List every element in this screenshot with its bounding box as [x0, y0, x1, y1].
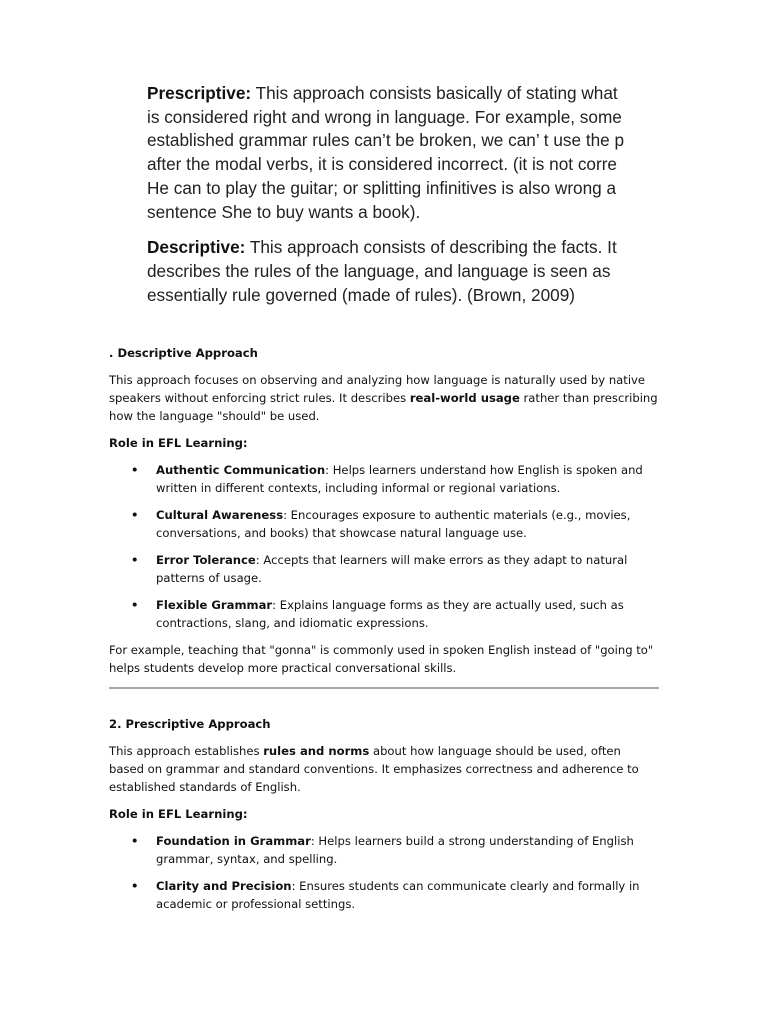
list-item: • Flexible Grammar: Explains language forms as they are actually used, such as contractions, slang, and idiomatic expressions. — [131, 598, 624, 630]
prescriptive-definition — [147, 82, 633, 224]
list-item: • Authentic Communication: Helps learners understand how English is spoken and written in different contexts, including informal or regional variations. — [131, 463, 643, 495]
bold-phrase: rules and norms — [263, 744, 370, 758]
section-heading-prescriptive: 2. Prescriptive Approach — [109, 717, 271, 731]
text-line: He can to play the guitar; or splitting infinitives is also wrong a — [147, 177, 617, 198]
bold-phrase: real-world usage — [409, 391, 520, 405]
horizontal-divider — [109, 687, 659, 689]
list-item: • Clarity and Precision: Ensures students can communicate clearly and formally in academic or professional settings. — [131, 879, 640, 911]
text-line: established grammar rules can’t be broken, we can’ t use the p — [147, 130, 625, 151]
text-line: describes the rules of the language, and language is seen as — [147, 260, 611, 281]
bullet-icon: • — [131, 879, 139, 893]
bullet-icon: • — [131, 463, 139, 477]
list-item: • Cultural Awareness: Encourages exposure to authentic materials (e.g., movies, conversations, and books) that showcase natural language use. — [131, 508, 631, 540]
prescriptive-intro: This approach establishes rules and norms about how language should be used, often based on grammar and standard conventions. It emphasizes correctness and adherence to established standards of English. — [109, 744, 639, 794]
text-line: sentence She to buy wants a book). — [147, 201, 421, 222]
prescriptive-term: Prescriptive: — [147, 83, 252, 103]
descriptive-example: For example, teaching that "gonna" is commonly used in spoken English instead of "going to" helps students develop more practical conversational skills. — [109, 643, 654, 675]
excerpt-image — [147, 82, 633, 314]
bullet-icon: • — [131, 553, 139, 567]
text-line: essentially rule governed (made of rules). (Brown, 2009) — [147, 284, 575, 305]
text-line: This approach consists basically of stating what — [251, 83, 618, 103]
descriptive-role-list — [109, 461, 659, 632]
list-item: • Error Tolerance: Accepts that learners will make errors as they adapt to natural patterns of usage. — [131, 553, 628, 585]
document-body — [109, 344, 659, 922]
bullet-icon: • — [131, 598, 139, 612]
descriptive-definition — [147, 236, 633, 307]
bullet-icon: • — [131, 834, 139, 848]
text-line: is considered right and wrong in language. For example, some — [147, 106, 622, 127]
role-heading: Role in EFL Learning: — [109, 436, 248, 450]
list-item: • Foundation in Grammar: Helps learners build a strong understanding of English grammar, syntax, and spelling. — [131, 834, 634, 866]
role-heading: Role in EFL Learning: — [109, 807, 248, 821]
section-heading-descriptive: . Descriptive Approach — [109, 346, 258, 360]
text-line: This approach consists of describing the facts. It — [245, 237, 617, 258]
bullet-icon: • — [131, 508, 139, 522]
text-line: after the modal verbs, it is considered incorrect. (it is not corre — [147, 154, 617, 175]
descriptive-term: Descriptive: — [147, 237, 246, 258]
descriptive-intro: This approach focuses on observing and analyzing how language is naturally used by native speakers without enforcing strict rules. It describes real-world usage rather than prescribing how the language "should" be used. — [109, 373, 658, 423]
prescriptive-role-list — [109, 832, 659, 913]
